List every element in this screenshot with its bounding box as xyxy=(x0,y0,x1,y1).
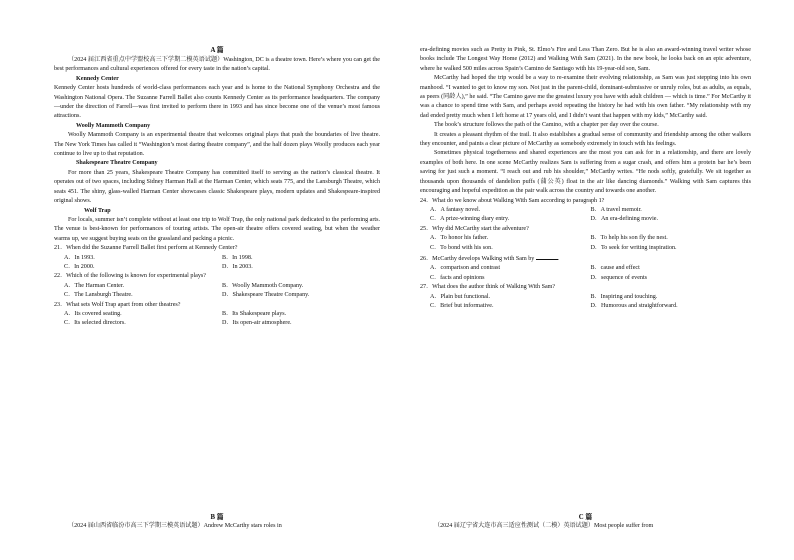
option: C．Its selected directors. xyxy=(64,320,126,327)
question-26-text: 26．McCarthy develops Walking with Sam by xyxy=(420,255,535,262)
left-column xyxy=(54,46,380,329)
question-24-options xyxy=(420,206,751,225)
option: B．Its Shakespeare plays. xyxy=(222,310,287,317)
heading-wolf-trap: Wolf Trap xyxy=(84,207,111,214)
heading-shakespeare: Shakespeare Theatre Company xyxy=(76,160,158,167)
paragraph-wolf-trap: For locals, summer isn’t complete without at least one trip to Wolf Trap, the only national park dedicated to the performing arts. The venue is best-known for performances of touring artists. The open-air theatre offers covered seating, but when the weather warms up, we suggest buying seats on the grassland and packing a picnic. xyxy=(54,216,380,242)
option: A．Plain but functional. xyxy=(430,293,491,300)
section-b-header xyxy=(54,513,380,531)
right-column xyxy=(420,46,751,311)
paragraph-b-4: Sometimes physical togetherness and shared experiences are the most you can ask for in a relationship, and there are lovely examples of both here. In one scene McCarthy realizes Sam is suffering from a sugar crash, and offers him a protein bar he’s been saving for just such a moment. “I reach out and rub his shoulder,” McCarthy writes. “He nods softly, gratefully. We sit together as thousands upon thousands of dandelion puffs (蒲公英) float in the air like dancing diamonds.” Walking with Sam captures this encouraging and hopeful expedition as the pair walk across the country and towards one another. xyxy=(420,150,751,195)
section-b-intro: （2024 届山西省临汾市高三下学期三模英语试题）Andrew McCarthy stars roles in xyxy=(68,523,282,529)
option: A．comparison and contrast xyxy=(430,265,501,272)
option: A．A fantasy novel. xyxy=(430,206,481,213)
option: C．To bond with his son. xyxy=(430,244,493,251)
section-c-header xyxy=(420,513,751,531)
section-c-title: C 篇 xyxy=(578,514,593,521)
option: D．In 2003. xyxy=(222,263,253,270)
paragraph-b-continued: era-defining movies such as Pretty in Pink, St. Elmo’s Fire and Less Than Zero. But he is also an award-winning travel writer whose books include The Longest Way Home (2012) and Walking With Sam (2021). In the new book, he looks back on an epic adventure, where he walked 500 miles across Spain’s Camino de Santiago with his 19-year-old son, Sam. xyxy=(420,47,751,72)
question-22-options xyxy=(54,282,380,301)
option: B．A travel memoir. xyxy=(590,206,642,213)
question-27: 27．What does the author think of Walking With Sam? xyxy=(420,284,556,291)
paragraph-shakespeare: For more than 25 years, Shakespeare Theatre Company has committed itself to serving as the nation’s classical theatre. It operates out of two spaces, including Sidney Harman Hall at the Harman Center, which seats 775, and the Lansburgh Theatre, which seats 451. The shiny, glass-walled Harman Center showcases classic Shakespeare plays, modern updates and Shakespeare-inspired original shows. xyxy=(54,169,380,205)
option: A．The Harman Center. xyxy=(64,282,125,289)
question-23: 23．What sets Wolf Trap apart from other theatres? xyxy=(54,301,181,308)
option: C．Brief but informative. xyxy=(430,302,494,309)
paragraph-b-1: McCarthy had hoped the trip would be a way to re-examine their evolving relationship, as Sam was just stepping into his own manhood. “I wanted to get to know my son. Not just in the parent-child, dominant-submissive or unruly roles, but as adults, as equals, as peers (同龄人),” he said. “The Camino gave me the greatest luxury you have with adult children — which is time.” For McCarthy it was a chance to spend time with Sam, and perhaps avoid repeating the history he had with his own father. “My relationship with my dad ended pretty much when I left home at 17 years old, and I didn’t want that happen with my kids,” McCarthy said. xyxy=(420,75,751,119)
option: B．In 1998. xyxy=(222,254,253,261)
question-21-options xyxy=(54,254,380,273)
paragraph-kennedy-center: Kennedy Center hosts hundreds of world-class performances each year and is home to the National Symphony Orchestra and the Washington National Opera. The Suzanne Farrell Ballet also counts Kennedy Center as its performance headquarters. The company—under the direction of Farrell—was first invited to perform there in 1993 and has since become one of the venue’s most famous attractions. xyxy=(54,85,380,120)
option: B．To help his son fly the nest. xyxy=(590,235,668,242)
option: B．cause and effect xyxy=(590,265,640,272)
option: C．The Lansburgh Theatre. xyxy=(64,292,133,299)
section-b-title: B 篇 xyxy=(210,514,224,521)
question-23-options xyxy=(54,310,380,329)
question-26: 26．McCarthy develops Walking with Sam by . xyxy=(420,253,751,264)
option: C．In 2000. xyxy=(64,263,95,270)
question-26-options xyxy=(420,264,751,283)
option: A．Its covered seating. xyxy=(64,310,122,317)
option: C．A prize-winning diary entry. xyxy=(430,216,510,223)
section-a-intro: （2024 届江西省重点中学盟校高三下学期二模英语试题）Washington, DC is a theatre town. Here’s where you can get the best performances and cultural experiences offered for every taste in the nation’s capital. xyxy=(54,57,380,73)
option: D．Its open-air atmosphere. xyxy=(222,320,292,327)
option: D．An era-defining movie. xyxy=(590,216,659,223)
option: D．Humorous and straightforward. xyxy=(590,302,678,309)
paragraph-woolly-mammoth: Woolly Mammoth Company is an experimental theatre that welcomes original plays that push the boundaries of live theatre. The New York Times has called it “Washington’s most daring theatre company”, and the half dozen plays Woolly produces each year continue to live up to that reputation. xyxy=(54,132,380,158)
option: C．facts and opinions xyxy=(430,274,485,281)
question-24: 24．What do we know about Walking With Sam according to paragraph 1? xyxy=(420,197,605,204)
answer-blank xyxy=(536,253,558,260)
question-25-options xyxy=(420,234,751,253)
section-c-intro: （2024 届辽宁省大连市高三适应性测试（二模）英语试题）Most people suffer from xyxy=(434,523,654,529)
paragraph-b-2: The book’s structure follows the path of the Camino, with a chapter per day over the course. xyxy=(434,122,659,129)
option: B．Inspiring and touching. xyxy=(590,293,658,300)
question-27-options xyxy=(420,293,751,312)
option: B．Woolly Mammoth Company. xyxy=(222,282,304,289)
heading-woolly-mammoth: Woolly Mammoth Company xyxy=(76,122,151,129)
section-a-title: A 篇 xyxy=(210,47,224,54)
option: A．To honor his father. xyxy=(430,235,489,242)
option: A．In 1993. xyxy=(64,254,95,261)
option: D．sequence of events xyxy=(590,274,648,281)
paragraph-b-3: It creates a pleasant rhythm of the trail. It also establishes a gradual sense of community and friendship among the other walkers they encounter, and paints a clear picture of McCarthy as somebody extremely in touch with his feelings. xyxy=(420,131,751,148)
option: D．Shakespeare Theatre Company. xyxy=(222,292,310,299)
question-25: 25．Why did McCarthy start the adventure? xyxy=(420,225,529,232)
question-21: 21．When did the Suzanne Farrell Ballet first perform at Kennedy Center? xyxy=(54,245,238,252)
heading-kennedy-center: Kennedy Center xyxy=(76,75,119,82)
question-22: 22．Which of the following is known for experimental plays? xyxy=(54,273,206,280)
option: D．To seek for writing inspiration. xyxy=(590,244,677,251)
